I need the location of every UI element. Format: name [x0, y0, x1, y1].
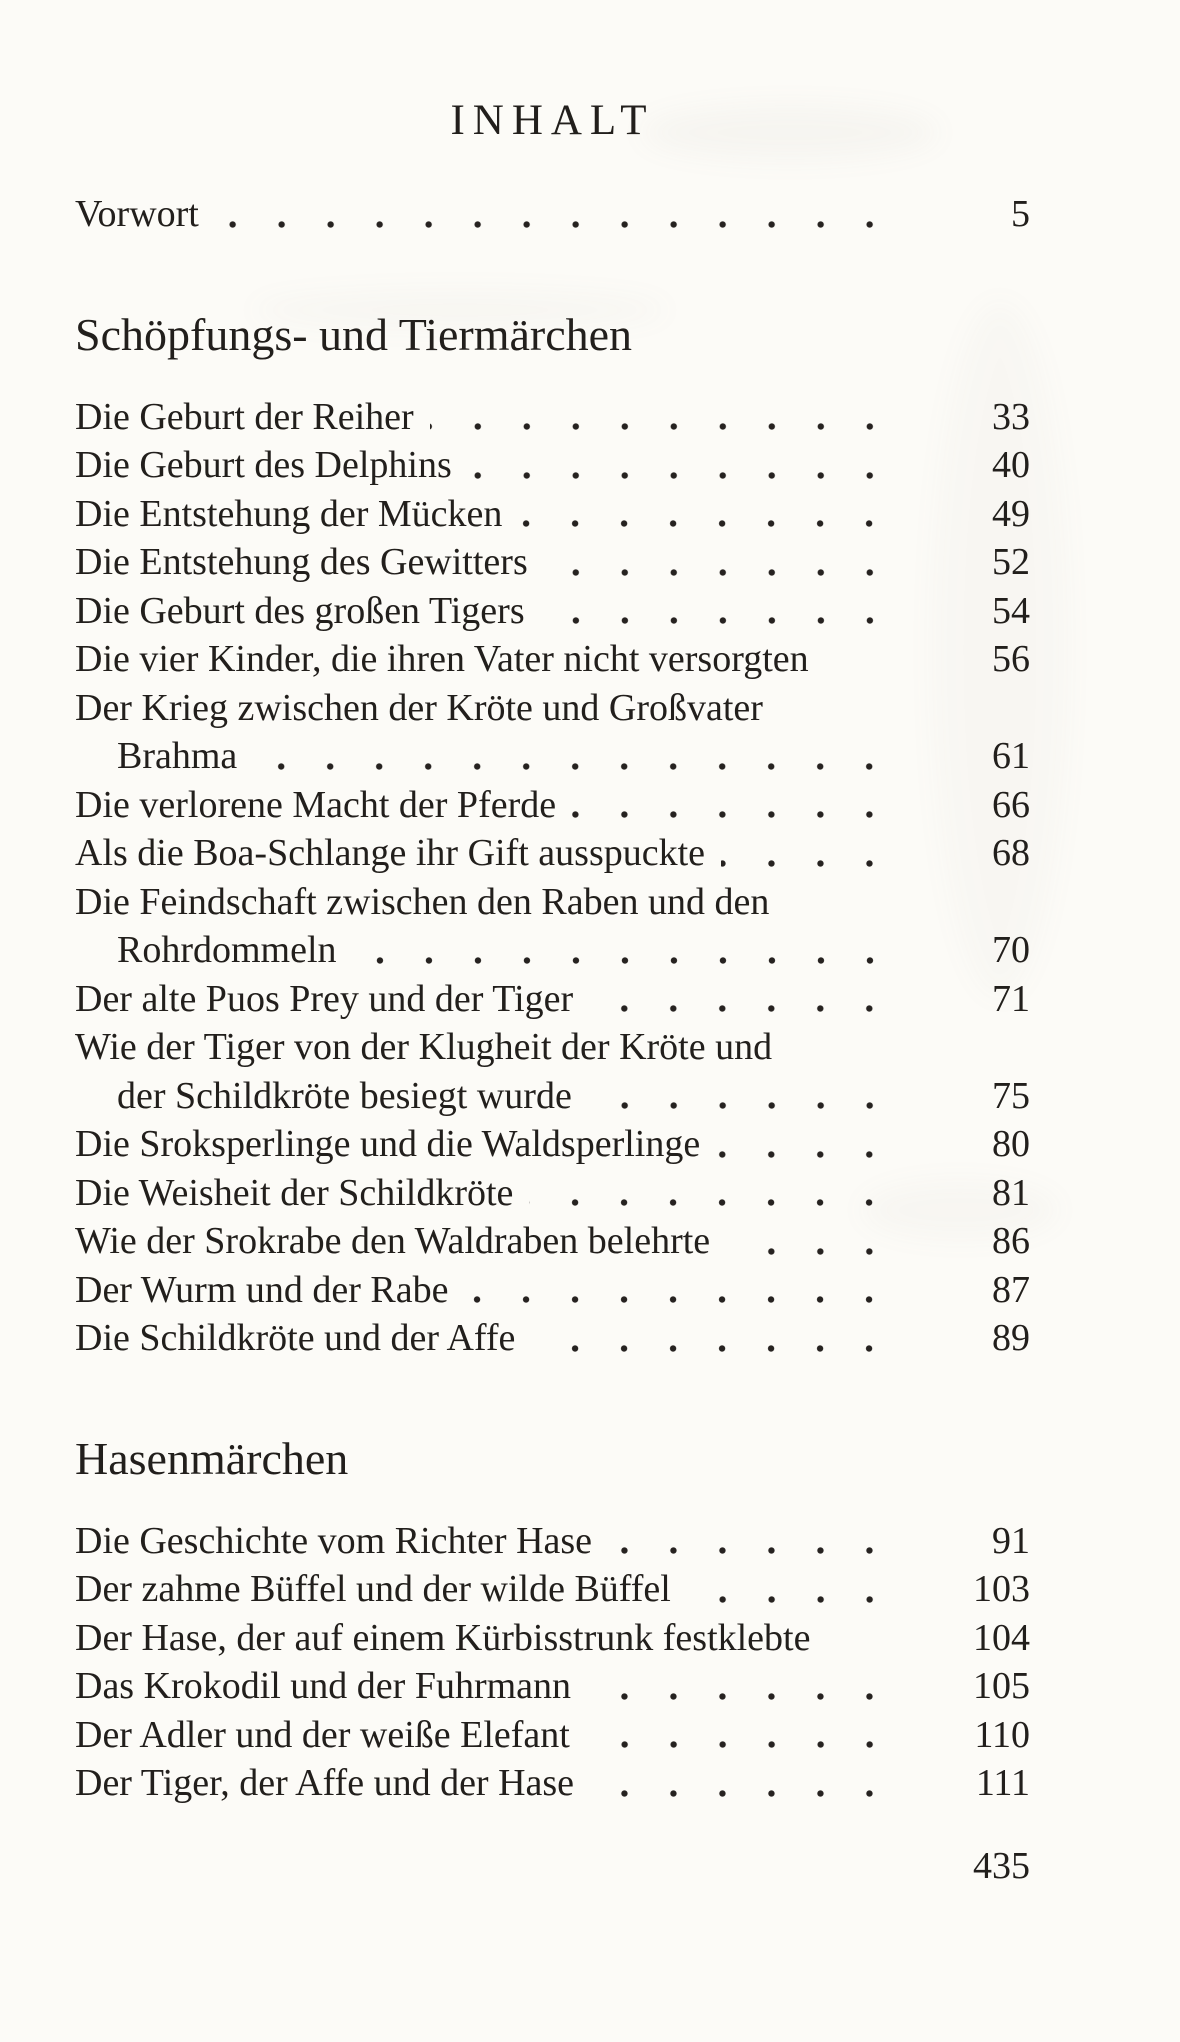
toc-entry-title: Die Geschichte vom Richter Hase [75, 1519, 593, 1562]
section-heading: Hasenmärchen [75, 1432, 349, 1484]
toc-entry [75, 1517, 1030, 1566]
dot-leader [589, 975, 898, 1024]
toc-entry-page: 49 [992, 492, 1030, 535]
toc-entry [75, 1314, 1030, 1363]
dot-leader [588, 1072, 898, 1121]
section-entries [75, 1517, 1030, 1808]
toc-entry-title: Der zahme Büffel und der wilde Büffel [75, 1568, 671, 1610]
toc-entry-title: der Schildkröte besiegt wurde [117, 1074, 572, 1117]
toc-entry [75, 587, 1030, 636]
toc-entry-title: Wie der Tiger von der Klugheit der Kröte und [75, 1026, 773, 1068]
toc-entry-page: 91 [992, 1519, 1030, 1562]
toc-entry [75, 490, 1030, 539]
toc-entry-title: Die verlorene Macht der Pferde [75, 783, 557, 826]
dot-leader [544, 538, 898, 587]
toc-content [75, 0, 1030, 1890]
sections [75, 309, 1030, 1808]
toc-entry [75, 1169, 1030, 1218]
dot-leader [726, 1217, 898, 1266]
dot-leader [531, 1314, 898, 1363]
toc-entry-page: 61 [992, 735, 1030, 777]
toc-entry-title: Die Geburt des Delphins [75, 444, 452, 486]
toc-entry-title: Der alte Puos Prey und der Tiger [75, 977, 574, 1020]
dot-leader [468, 441, 898, 490]
dot-leader [721, 829, 898, 878]
dot-leader [529, 1169, 898, 1218]
toc-entry [75, 1023, 1030, 1072]
dot-leader [464, 1266, 898, 1315]
toc-entry [75, 1565, 1030, 1614]
toc-entry-page: 52 [992, 541, 1030, 583]
toc-entry-title: Der Adler und der weiße Elefant [75, 1713, 570, 1756]
toc-entry [75, 975, 1030, 1024]
dot-leader [518, 490, 898, 539]
toc-entry-title: Der Hase, der auf einem Kürbisstrunk festklebte [75, 1616, 811, 1659]
toc-entry-page: 105 [973, 1665, 1030, 1707]
toc-entry [75, 829, 1030, 878]
toc-entry-title: Der Krieg zwischen der Kröte und Großvater [75, 686, 763, 729]
toc-entry [75, 1266, 1030, 1315]
toc-entry-title: Rohrdommeln [117, 929, 337, 971]
toc-entry-page: 86 [992, 1220, 1030, 1262]
toc-entry [75, 1120, 1030, 1169]
toc-entry-title: Der Tiger, der Affe und der Hase [75, 1762, 575, 1804]
toc-entry-page: 104 [973, 1616, 1030, 1659]
page-title: INHALT [450, 97, 655, 144]
toc-entry-title: Als die Boa-Schlange ihr Gift ausspuckte [75, 832, 706, 874]
dot-leader [687, 1565, 898, 1614]
toc-entry-title: Die Geburt der Reiher [75, 395, 414, 438]
toc-entry-title: Vorwort [75, 193, 199, 235]
dot-leader [590, 1759, 898, 1808]
toc-entry-page: 81 [992, 1171, 1030, 1214]
toc-entry [75, 1614, 1030, 1663]
dot-leader [608, 1517, 898, 1566]
toc-entry-title: Das Krokodil und der Fuhrmann [75, 1665, 572, 1707]
toc-entry-page: 103 [973, 1568, 1030, 1610]
toc-entry-page: 68 [992, 832, 1030, 874]
dot-leader [541, 587, 898, 636]
dot-leader [716, 1120, 898, 1169]
toc-entry-title: Die Weisheit der Schildkröte [75, 1171, 514, 1214]
toc-entry [75, 441, 1030, 490]
toc-entry-title: Die Geburt des großen Tigers [75, 589, 525, 632]
toc-entry-page: 71 [992, 977, 1030, 1020]
toc-entry-page: 33 [992, 395, 1030, 438]
toc-entry [75, 926, 1030, 975]
toc-entry-page: 56 [992, 638, 1030, 680]
toc-entry [75, 1711, 1030, 1760]
toc-entry-title: Die Entstehung der Mücken [75, 492, 503, 535]
toc-entry-page: 89 [992, 1317, 1030, 1359]
toc-entry [75, 190, 1030, 239]
toc-entry-page: 5 [1011, 193, 1030, 235]
dot-leader [587, 1662, 898, 1711]
toc-entry [75, 635, 1030, 684]
toc-entry [75, 684, 1030, 733]
dot-leader [353, 926, 898, 975]
toc-entry-page: 66 [992, 783, 1030, 826]
dot-leader [253, 732, 898, 781]
page-number: 435 [973, 1844, 1030, 1887]
toc-entry-page: 111 [975, 1762, 1030, 1804]
toc-entry [75, 1662, 1030, 1711]
toc-entry-title: Wie der Srokrabe den Waldraben belehrte [75, 1220, 711, 1262]
toc-entry-page: 110 [974, 1713, 1030, 1756]
section-heading: Schöpfungs- und Tiermärchen [75, 308, 633, 360]
toc-entry-title: Brahma [117, 735, 238, 777]
toc-entry [75, 393, 1030, 442]
toc-entry [75, 1217, 1030, 1266]
toc-entry-page: 75 [992, 1074, 1030, 1117]
dot-leader [586, 1711, 898, 1760]
toc-entry [75, 878, 1030, 927]
toc-entry-title: Die Feindschaft zwischen den Raben und den [75, 880, 770, 923]
toc-entry-title: Die vier Kinder, die ihren Vater nicht versorgten [75, 638, 809, 680]
toc-entry [75, 538, 1030, 587]
toc-entry-title: Die Entstehung des Gewitters [75, 541, 528, 583]
toc-entry-title: Die Schildkröte und der Affe [75, 1317, 516, 1359]
toc-entry-page: 40 [992, 444, 1030, 486]
toc-entry [75, 781, 1030, 830]
dot-leader [215, 190, 898, 239]
dot-leader [430, 393, 898, 442]
toc-entry-page: 70 [992, 929, 1030, 971]
toc-entry [75, 1759, 1030, 1808]
toc-entry-page: 80 [992, 1123, 1030, 1165]
toc-entry-page: 87 [992, 1268, 1030, 1311]
toc-entry-title: Der Wurm und der Rabe [75, 1268, 449, 1311]
dot-leader [572, 781, 898, 830]
toc-entry [75, 732, 1030, 781]
section-entries [75, 393, 1030, 1363]
toc-entry-page: 54 [992, 589, 1030, 632]
toc-entry [75, 1072, 1030, 1121]
toc-entry-title: Die Sroksperlinge und die Waldsperlinge [75, 1123, 701, 1165]
